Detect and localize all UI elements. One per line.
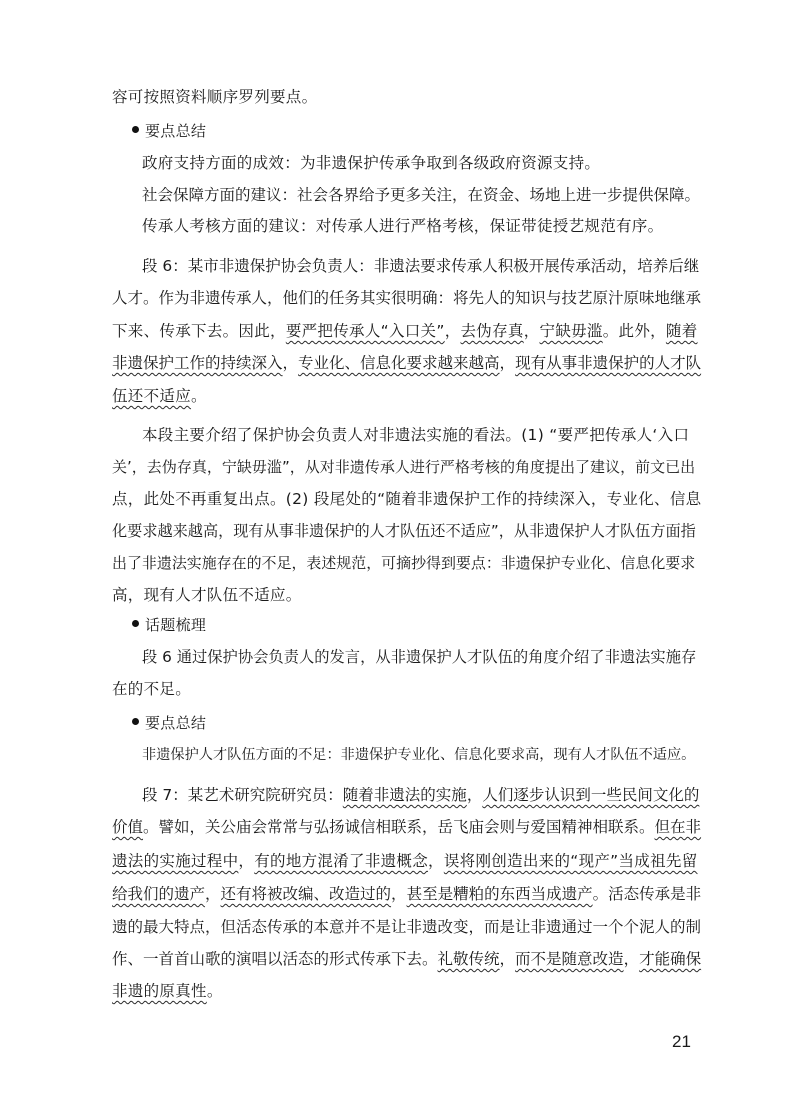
text-segment: 。 (206, 982, 223, 1000)
text-segment: ， (205, 885, 221, 903)
heading-label: 话题梳理 (145, 616, 207, 634)
text-segment: 。譬如，关公庙会常常与弘扬诚信相联系，岳飞庙会则与爱国精神相联系。 (143, 818, 655, 836)
bullet-heading-key-points-2 (132, 712, 722, 734)
underlined-text: 价值 (112, 818, 144, 836)
summary2-line-1 (142, 744, 702, 766)
text-segment: ， (523, 322, 540, 340)
underlined-text: 还有将被改编、改造过的 (220, 885, 392, 903)
text-segment: ， (499, 354, 516, 372)
bullet-heading-key-points (132, 120, 722, 142)
underlined-text: 甚至是糟粕的东西当成遗产 (406, 885, 593, 903)
text-segment: 。 (191, 387, 207, 405)
text-segment: 在的不足。 (112, 680, 192, 698)
underlined-text: 专业化、信息化要求越来越高 (298, 354, 500, 372)
text-segment: ， (282, 354, 299, 372)
text-segment: 化要求越来越高，现有从事非遗保护的人才队伍还不适应”，从非遗保护人才队伍方面指 (112, 522, 696, 540)
bullet-dot-icon (132, 620, 139, 627)
text-segment: 关’，去伪存真，宁缺毋滥”，从对非遗传承人进行严格考核的角度提出了建议，前文已出 (112, 458, 696, 476)
para6-line-5 (112, 385, 702, 407)
analysis-line-5 (112, 552, 702, 574)
summary-line-1 (142, 152, 702, 174)
text-segment: 人才。作为非遗传承人，他们的任务其实很明确：将先人的知识与技艺原汁原味地继承 (112, 289, 702, 307)
para7-line-1 (142, 784, 702, 806)
text-segment: 下来、传承下去。因此， (112, 322, 286, 340)
heading-label: 要点总结 (145, 714, 207, 732)
underlined-text: 遗法的实施过程中 (112, 852, 239, 870)
para6-line-3 (112, 320, 702, 342)
para7-line-6 (112, 948, 702, 970)
text-segment: 。此外， (602, 322, 666, 340)
para7-line-2 (112, 816, 702, 838)
analysis-line-4 (112, 520, 702, 542)
text-segment: ， (391, 885, 407, 903)
para6-line-1 (142, 255, 702, 277)
para7-line-3 (112, 850, 702, 872)
underlined-text: 去伪存真 (460, 322, 524, 340)
text-segment: ， (444, 322, 461, 340)
topic-line-2 (112, 678, 702, 700)
underlined-text: 有的地方混淆了非遗概念 (254, 852, 429, 870)
bullet-dot-icon (132, 718, 139, 725)
underlined-text: 人们逐步认识到一些民间文化的 (482, 786, 700, 804)
text-segment: ， (499, 950, 516, 968)
summary-line-2 (142, 184, 702, 206)
text-segment: 段 6：某市非遗保护协会负责人：非遗法要求传承人积极开展传承活动，培养后继 (142, 257, 700, 275)
bullet-dot-icon (132, 126, 139, 133)
text-segment: 政府支持方面的成效：为非遗保护传承争取到各级政府资源支持。 (142, 154, 601, 172)
text-segment: 段 6 通过保护协会负责人的发言，从非遗保护人才队伍的角度介绍了非遗法实施存 (142, 648, 697, 666)
analysis-line-1 (142, 424, 702, 446)
underlined-text: 给我们的遗产 (112, 885, 206, 903)
underlined-text: 礼敬传统 (437, 950, 500, 968)
underlined-text: 而不是随意改造 (515, 950, 624, 968)
text-segment: 高，现有人才队伍不适应。 (112, 586, 302, 604)
analysis-line-3 (112, 488, 702, 510)
underlined-text: 误将刚创造出来的“现产”当成祖先留 (443, 852, 698, 870)
text-segment: 社会保障方面的建议：社会各界给予更多关注，在资金、场地上进一步提供保障。 (142, 186, 701, 204)
underlined-text: 随着非遗法的实施 (342, 786, 467, 804)
underlined-text: 非遗的原真性 (112, 982, 207, 1000)
para6-line-2 (112, 287, 702, 309)
para7-line-4 (112, 883, 702, 905)
underlined-text: 要严把传承人“入口关” (285, 322, 445, 340)
text-segment: 本段主要介绍了保护协会负责人对非遗法实施的看法。(1) “要严把传承人‘入口 (142, 426, 690, 444)
underlined-text: 但在非 (654, 818, 702, 836)
underlined-text: 才能确保 (639, 950, 702, 968)
bullet-heading-topic (132, 614, 722, 636)
analysis-line-6 (112, 584, 702, 606)
intro-end-line (112, 86, 702, 108)
para7-line-5 (112, 916, 702, 938)
analysis-line-2 (112, 456, 702, 478)
text-segment: ， (238, 852, 255, 870)
text-segment: 传承人考核方面的建议：对传承人进行严格考核，保证带徒授艺规范有序。 (142, 217, 664, 235)
text-segment: ， (466, 786, 483, 804)
text-segment: 出了非遗法实施存在的不足，表述规范，可摘抄得到要点：非遗保护专业化、信息化要求 (112, 554, 696, 572)
underlined-text: 非遗保护工作的持续深入 (112, 354, 283, 372)
text-segment: 点，此处不再重复出点。(2) 段尾处的“随着非遗保护工作的持续深入，专业化、信息 (112, 490, 702, 508)
text-segment: ， (623, 950, 640, 968)
text-segment: 遗的最大特点，但活态传承的本意并不是让非遗改变，而是让非遗通过一个个泥人的制 (112, 918, 702, 936)
page-number: 21 (672, 1032, 691, 1051)
underlined-text: 伍还不适应 (112, 387, 192, 405)
para7-line-7 (112, 980, 702, 1002)
text-segment: ， (428, 852, 444, 870)
underlined-text: 宁缺毋滥 (539, 322, 603, 340)
text-segment: 非遗保护人才队伍方面的不足：非遗保护专业化、信息化要求高，现有人才队伍不适应。 (142, 747, 696, 763)
text-segment: 容可按照资料顺序罗列要点。 (112, 88, 318, 106)
underlined-text: 现有从事非遗保护的人才队 (515, 354, 702, 372)
para6-line-4 (112, 352, 702, 374)
summary-line-3 (142, 215, 702, 237)
topic-line-1 (142, 646, 702, 668)
text-segment: 作、一首首山歌的演唱以活态的形式传承下去。 (112, 950, 438, 968)
text-segment: 。活态传承是非 (592, 885, 702, 903)
text-segment: 段 7：某艺术研究院研究员： (142, 786, 343, 804)
heading-label: 要点总结 (145, 122, 207, 140)
underlined-text: 随着 (665, 322, 698, 340)
